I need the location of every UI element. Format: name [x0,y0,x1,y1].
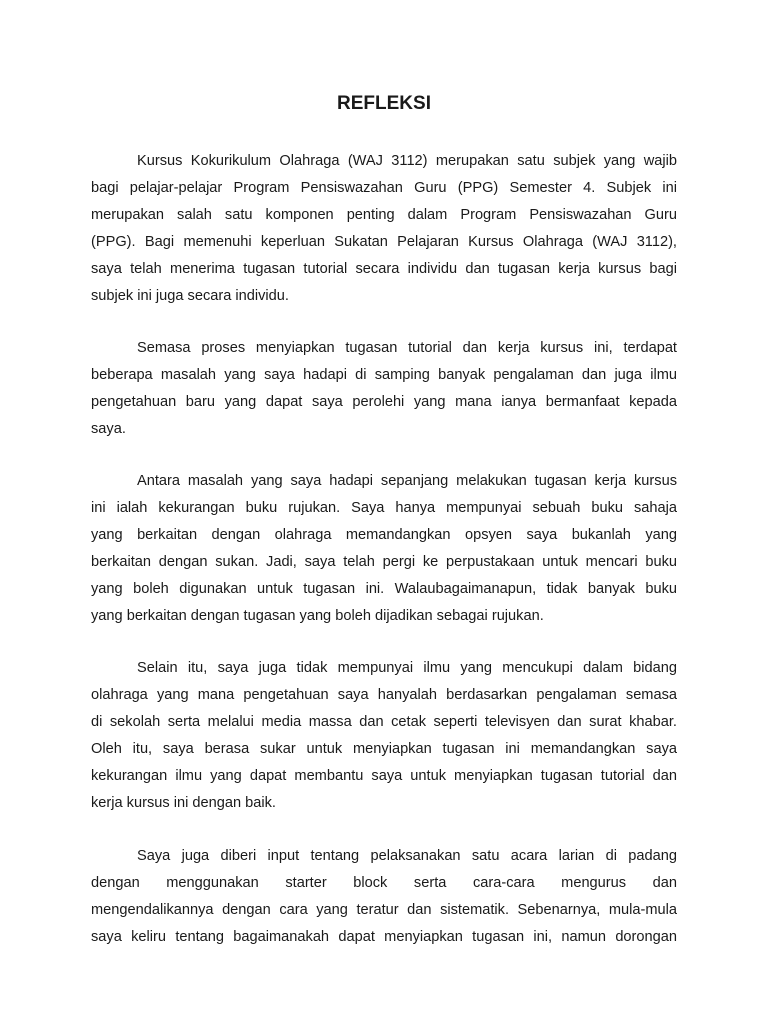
text-line: saya. [91,421,126,438]
text-line: yang berkaitan dengan olahraga memandangkan opsyen saya bukanlah yang [91,527,677,544]
text-line: Oleh itu, saya berasa sukar untuk menyiapkan tugasan ini memandangkan saya [91,741,677,758]
text-line: bagi pelajar-pelajar Program Pensiswazahan Guru (PPG) Semester 4. Subjek ini [91,180,677,197]
text-line: mengendalikannya dengan cara yang teratur dan sistematik. Sebenarnya, mula-mula [91,902,677,919]
text-line: saya keliru tentang bagaimanakah dapat menyiapkan tugasan ini, namun dorongan [91,929,677,946]
text-line: Saya juga diberi input tentang pelaksanakan satu acara larian di padang [137,848,677,864]
text-line: pengetahuan baru yang dapat saya perolehi yang mana ianya bermanfaat kepada [91,394,677,411]
text-line: (PPG). Bagi memenuhi keperluan Sukatan Pelajaran Kursus Olahraga (WAJ 3112), [91,234,677,251]
text-line: olahraga yang mana pengetahuan saya hanyalah berdasarkan pengalaman semasa [91,687,677,704]
text-line: yang berkaitan dengan tugasan yang boleh dijadikan sebagai rujukan. [91,608,544,625]
paragraph-3 [91,468,677,631]
paragraph-2 [91,335,677,443]
text-line: Selain itu, saya juga tidak mempunyai ilmu yang mencukupi dalam bidang [137,660,677,676]
text-line: kekurangan ilmu yang dapat membantu saya untuk menyiapkan tugasan tutorial dan [91,768,677,785]
paragraph-4 [91,655,677,818]
text-line: merupakan salah satu komponen penting dalam Program Pensiswazahan Guru [91,207,677,224]
text-line: Semasa proses menyiapkan tugasan tutorial dan kerja kursus ini, terdapat [137,340,677,356]
text-line: dengan menggunakan starter block serta cara-cara mengurus dan [91,875,677,892]
text-line: ini ialah kekurangan buku rujukan. Saya hanya mempunyai sebuah buku sahaja [91,500,677,517]
text-line: Kursus Kokurikulum Olahraga (WAJ 3112) merupakan satu subjek yang wajib [137,153,677,169]
document-title: REFLEKSI [337,93,431,114]
text-line: beberapa masalah yang saya hadapi di samping banyak pengalaman dan juga ilmu [91,367,677,384]
text-line: subjek ini juga secara individu. [91,288,289,305]
text-line: yang boleh digunakan untuk tugasan ini. Walaubagaimanapun, tidak banyak buku [91,581,677,598]
text-line: kerja kursus ini dengan baik. [91,795,276,812]
text-line: saya telah menerima tugasan tutorial secara individu dan tugasan kerja kursus bagi [91,261,677,278]
paragraph-5 [91,843,677,951]
text-line: Antara masalah yang saya hadapi sepanjang melakukan tugasan kerja kursus [137,473,677,489]
paragraph-1 [91,148,677,311]
text-line: berkaitan dengan sukan. Jadi, saya telah pergi ke perpustakaan untuk mencari buku [91,554,677,571]
text-line: di sekolah serta melalui media massa dan cetak seperti televisyen dan surat khabar. [91,714,677,731]
